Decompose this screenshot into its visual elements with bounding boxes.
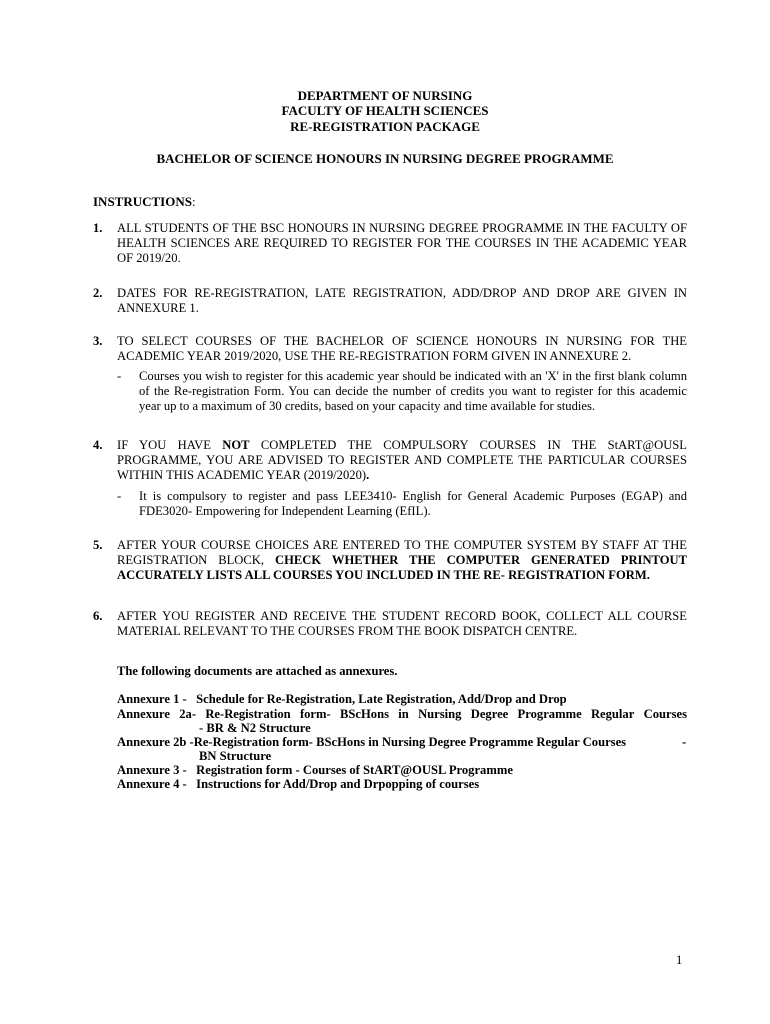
annexure-2b-continued: BN Structure <box>199 749 272 763</box>
item-3-number: 3. <box>93 334 103 348</box>
annexure-2a-continued: - BR & N2 Structure <box>199 721 311 735</box>
annexure-intro: The following documents are attached as annexures. <box>117 664 398 678</box>
item-1-number: 1. <box>93 221 103 235</box>
item-4-text: IF YOU HAVE NOT COMPLETED THE COMPULSORY COURSES IN THE StART@OUSL PROGRAMME, YOU ARE ADVISED TO REGISTER AND COMPLETE THE PARTICULAR COURSES WITHIN THIS ACADEMIC YEAR (2019/2020). <box>117 438 687 482</box>
item-4-bullet-dash: - <box>117 489 122 503</box>
annexure-2a-word: Annexure <box>117 707 170 721</box>
annexure-2a-word: Courses <box>643 707 687 721</box>
annexure-3: Annexure 3 - Registration form - Courses of StART@OUSL Programme <box>117 763 513 777</box>
item-3-bullet-text: Courses you wish to register for this academic year should be indicated with an 'X' in the first blank column of the Re-registration Form. You can decide the number of credits you want to register for this academic year up to a maximum of 30 credits, based on your capacity and time available for studies. <box>139 369 687 413</box>
department-heading: DEPARTMENT OF NURSING <box>297 88 473 103</box>
item-2-text: DATES FOR RE-REGISTRATION, LATE REGISTRATION, ADD/DROP AND DROP ARE GIVEN IN ANNEXURE 1. <box>117 286 687 315</box>
annexure-2b: Annexure 2b -Re-Registration form- BScHons in Nursing Degree Programme Regular Courses <box>117 735 627 749</box>
package-heading: RE-REGISTRATION PACKAGE <box>290 119 480 134</box>
item-5-text: AFTER YOUR COURSE CHOICES ARE ENTERED TO THE COMPUTER SYSTEM BY STAFF AT THE REGISTRATION BLOCK, CHECK WHETHER THE COMPUTER GENERATED PRINTOUT ACCURATELY LISTS ALL COURSES YOU INCLUDED IN THE RE- REGISTRATION FORM. <box>117 538 687 582</box>
item-4-number: 4. <box>93 438 103 452</box>
annexure-2a-word: Re-Registration <box>205 707 291 721</box>
item-6-number: 6. <box>93 609 103 623</box>
annexure-2b-dash: - <box>682 735 687 749</box>
annexure-2a-word: form- <box>299 707 331 721</box>
item-2-number: 2. <box>93 286 103 300</box>
programme-title: BACHELOR OF SCIENCE HONOURS IN NURSING DEGREE PROGRAMME <box>156 151 614 166</box>
annexure-2a-word: Nursing <box>418 707 462 721</box>
page-number: 1 <box>676 953 683 967</box>
annexure-2a-word: in <box>398 707 409 721</box>
annexure-2a-word: 2a- <box>179 707 197 721</box>
item-4-bullet-text: It is compulsory to register and pass LEE3410- English for General Academic Purposes (EGAP) and FDE3020- Empowering for Independent Learning (EfIL). <box>139 489 687 518</box>
faculty-heading: FACULTY OF HEALTH SCIENCES <box>281 103 489 118</box>
item-3-bullet-dash: - <box>117 369 122 383</box>
annexure-2a-word: Degree <box>470 707 509 721</box>
item-1-text: ALL STUDENTS OF THE BSC HONOURS IN NURSING DEGREE PROGRAMME IN THE FACULTY OF HEALTH SCIENCES ARE REQUIRED TO REGISTER FOR THE COURSES IN THE ACADEMIC YEAR OF 2019/20. <box>117 221 687 265</box>
annexure-4: Annexure 4 - Instructions for Add/Drop and Drpopping of courses <box>117 777 480 791</box>
item-5-number: 5. <box>93 538 103 552</box>
item-3-text: TO SELECT COURSES OF THE BACHELOR OF SCIENCE HONOURS IN NURSING FOR THE ACADEMIC YEAR 2019/2020, USE THE RE-REGISTRATION FORM GIVEN IN ANNEXURE 2. <box>117 334 687 363</box>
annexure-2a-word: Regular <box>590 707 635 721</box>
annexure-2a-word: BScHons <box>339 707 389 721</box>
annexure-1: Annexure 1 - Schedule for Re-Registration, Late Registration, Add/Drop and Drop <box>117 692 567 706</box>
annexure-2a-word: Programme <box>517 707 582 721</box>
annexure-2a <box>117 707 687 722</box>
instructions-heading: INSTRUCTIONS: <box>93 194 196 209</box>
item-6-text: AFTER YOU REGISTER AND RECEIVE THE STUDENT RECORD BOOK, COLLECT ALL COURSE MATERIAL RELEVANT TO THE COURSES FROM THE BOOK DISPATCH CENTRE. <box>117 609 687 638</box>
